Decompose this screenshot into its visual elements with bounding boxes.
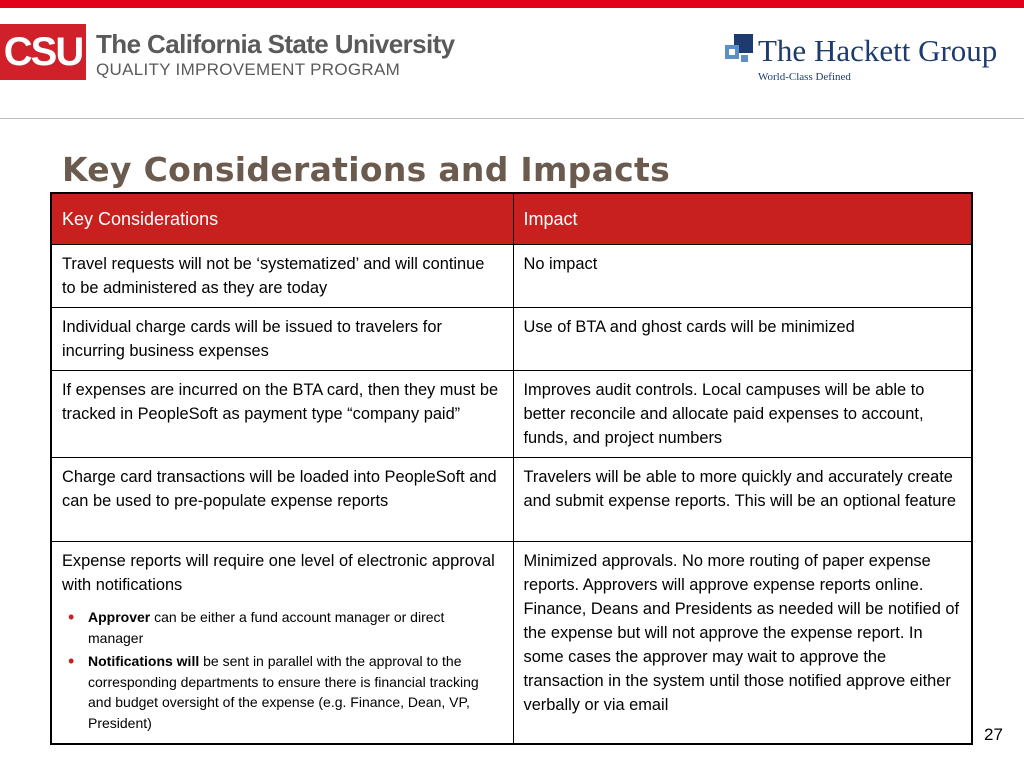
bullet-bold: Approver bbox=[88, 609, 151, 625]
table-header-row bbox=[51, 193, 972, 245]
consideration-cell: Travel requests will not be ‘systematized’ and will continue to be administered as they are today bbox=[51, 245, 513, 308]
consideration-cell: Charge card transactions will be loaded into PeopleSoft and can be used to pre-populate expense reports bbox=[51, 458, 513, 542]
impact-cell: Minimized approvals. No more routing of paper expense reports. Approvers will approve expense reports online. Finance, Deans and Presidents as needed will be notified of the expense but will not approve the expense report. In some cases the approver may wait to approve the transaction in the system until those notified approve either verbally or via email bbox=[513, 542, 972, 745]
column-header-impact: Impact bbox=[513, 193, 972, 245]
bullet-text: can be either a fund account manager or direct manager bbox=[88, 609, 445, 646]
considerations-table bbox=[50, 192, 973, 745]
impact-cell: No impact bbox=[513, 245, 972, 308]
top-accent-bar bbox=[0, 0, 1024, 8]
consideration-cell: Individual charge cards will be issued to travelers for incurring business expenses bbox=[51, 308, 513, 371]
impact-cell: Travelers will be able to more quickly and accurately create and submit expense reports. This will be an optional feature bbox=[513, 458, 972, 542]
table-row bbox=[51, 308, 972, 371]
consideration-bullets bbox=[62, 607, 503, 733]
consideration-cell: If expenses are incurred on the BTA card, then they must be tracked in PeopleSoft as payment type “company paid” bbox=[51, 371, 513, 458]
header-divider bbox=[0, 118, 1024, 119]
bullet-text: be sent in parallel with the approval to the corresponding departments to ensure there is financial tracking and budget oversight of the expense (e.g. Finance, Dean, VP, President) bbox=[88, 653, 479, 731]
column-header-considerations: Key Considerations bbox=[51, 193, 513, 245]
hackett-logo-icon bbox=[725, 34, 753, 64]
csu-university-name: The California State University bbox=[96, 29, 455, 59]
page-number: 27 bbox=[984, 725, 1003, 744]
csu-logo: CSU bbox=[0, 24, 86, 80]
impact-cell: Improves audit controls. Local campuses will be able to better reconcile and allocate paid expenses to account, funds, and project numbers bbox=[513, 371, 972, 458]
table-row bbox=[51, 542, 972, 745]
hackett-tagline: World-Class Defined bbox=[758, 71, 851, 83]
hackett-group-name: The Hackett Group bbox=[758, 33, 998, 68]
list-item bbox=[62, 651, 503, 733]
table-row bbox=[51, 245, 972, 308]
table-row bbox=[51, 371, 972, 458]
list-item bbox=[62, 607, 503, 648]
csu-program-name: QUALITY IMPROVEMENT PROGRAM bbox=[96, 60, 401, 79]
table-row bbox=[51, 458, 972, 542]
consideration-text: Expense reports will require one level of electronic approval with notifications bbox=[62, 552, 495, 594]
bullet-icon: • bbox=[68, 651, 75, 671]
consideration-cell bbox=[51, 542, 513, 745]
bullet-bold: Notifications will bbox=[88, 653, 200, 669]
page-title: Key Considerations and Impacts bbox=[62, 150, 671, 189]
bullet-icon: • bbox=[68, 607, 75, 627]
impact-cell: Use of BTA and ghost cards will be minimized bbox=[513, 308, 972, 371]
